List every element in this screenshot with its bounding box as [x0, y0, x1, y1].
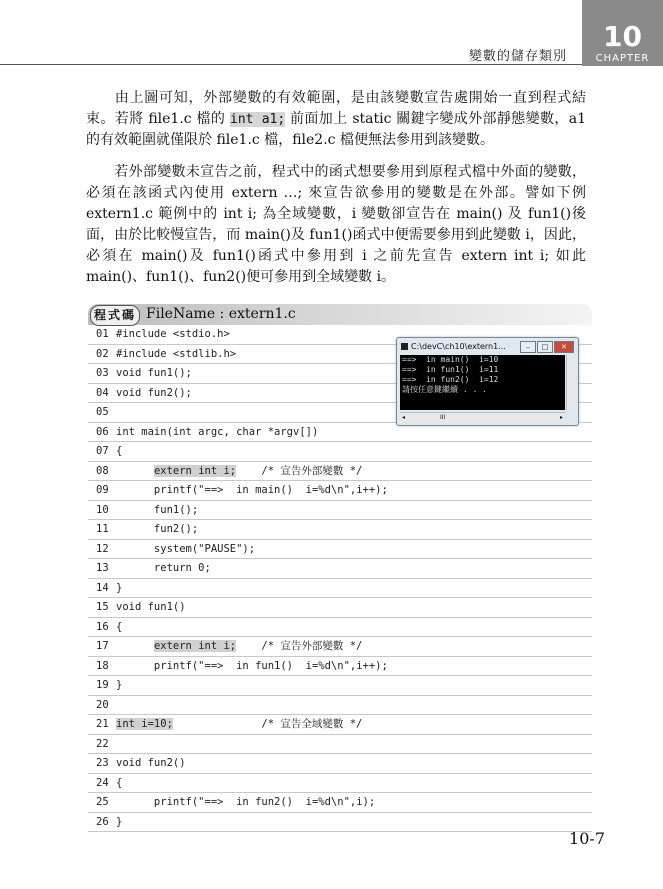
code-text [116, 501, 198, 520]
paragraph-scope-text-2: 前面加上 static 關鍵字變成外部靜態變數，a1 的有效範圍就僅限於 file1.c 檔，file2.c 檔便無法參用到該變數。 [86, 111, 586, 148]
code-line [88, 559, 592, 579]
code-segment: { [116, 776, 123, 789]
code-segment: void fun1() [116, 601, 186, 613]
code-line [88, 618, 592, 638]
line-number: 15 [96, 601, 109, 613]
code-text [116, 462, 362, 481]
code-segment: void fun2() [116, 757, 186, 769]
code-segment: int main(int argc, char *argv[]) [116, 425, 319, 438]
chapter-header-title: 變數的儲存類別 [468, 49, 567, 64]
code-line [88, 696, 592, 716]
line-number: 24 [96, 776, 109, 789]
code-line [88, 520, 592, 540]
line-number: 03 [96, 367, 109, 379]
code-text [116, 618, 122, 637]
code-text [116, 598, 186, 617]
code-segment: void fun1(); [116, 367, 192, 379]
paragraph-scope [86, 88, 586, 151]
console-line: ==> in fun1() i=11 [402, 365, 499, 374]
page-number: 10-7 [569, 829, 605, 848]
code-segment: } [116, 815, 123, 828]
chapter-badge [582, 0, 663, 66]
code-segment: #include <stdio.h> [116, 328, 230, 340]
code-filename: FileName : extern1.c [146, 306, 296, 322]
line-number: 04 [96, 386, 109, 399]
code-text [116, 754, 186, 773]
code-segment: fun1(); [116, 503, 199, 516]
code-line [88, 598, 592, 618]
code-line [88, 657, 592, 677]
line-number: 12 [96, 542, 109, 555]
code-text [116, 559, 211, 578]
code-comment: /* 宣告外部變數 */ [236, 640, 363, 652]
code-text [116, 657, 388, 676]
line-number: 19 [96, 679, 109, 691]
chapter-number: 10 [603, 20, 642, 53]
console-app-icon [401, 343, 408, 350]
code-line [88, 715, 592, 735]
console-horizontal-scrollbar[interactable] [400, 412, 565, 422]
code-line [88, 637, 592, 657]
scroll-left-icon[interactable]: ◂ [402, 414, 406, 421]
code-line [88, 462, 592, 482]
code-text [116, 325, 230, 344]
code-text [116, 715, 362, 734]
code-line [88, 442, 592, 462]
paragraph-extern-text: 若外部變數未宣告之前，程式中的函式想要參用到原程式檔中外面的變數，必須在該函式內使用 extern …; 來宣告欲參用的變數是在外部。譬如下例 extern1.c 範例中的 int i; 為全域變數，i 變數卻宣告在 main() 及 fun1()後面，由於比較慢宣告，而 main()及 fun1()函式中便需要參用到此變數 i，因此，必須在 main()及 fun1()函式中參用到 i 之前先宣告 extern int i; 如此 main()、fun1()、fun2()便可參用到全域變數 i。 [86, 164, 586, 285]
line-number: 21 [96, 718, 109, 730]
paragraph-extern [86, 162, 586, 288]
code-text [116, 345, 236, 364]
console-window [396, 337, 579, 426]
code-text [116, 579, 122, 598]
scroll-thumb[interactable]: III [440, 414, 446, 421]
code-line [88, 754, 592, 774]
line-number: 26 [96, 815, 109, 828]
console-line: 請按任意鍵繼續 . . . [402, 385, 487, 394]
code-comment: /* 宣告全域變數 */ [172, 718, 363, 730]
line-number: 08 [96, 464, 109, 477]
code-text [116, 540, 255, 559]
highlighted-code: extern int i; [153, 640, 237, 652]
paragraph-scope-text-1: 由上圖可知，外部變數的有效範圍，是由該變數宣告處開始一直到程式結束。若將 file1.c 檔的 [86, 90, 586, 127]
highlighted-code: extern int i; [153, 464, 237, 477]
line-number: 02 [96, 347, 109, 360]
line-number: 05 [96, 406, 109, 418]
code-segment: printf("==> in fun2() i=%d\n",i); [116, 796, 376, 808]
code-comment: /* 宣告外部變數 */ [236, 464, 363, 477]
chapter-label: CHAPTER [595, 53, 650, 64]
line-number: 14 [96, 581, 109, 594]
code-text [116, 520, 198, 539]
code-line [88, 540, 592, 560]
code-text [116, 813, 122, 832]
code-text [116, 442, 122, 461]
line-number: 25 [96, 796, 109, 808]
minimize-icon[interactable]: – [520, 341, 536, 353]
code-segment: { [116, 445, 123, 457]
line-number: 22 [96, 737, 109, 750]
close-icon[interactable]: ✕ [554, 341, 574, 353]
code-segment: } [116, 679, 123, 691]
line-number: 16 [96, 620, 109, 633]
code-line [88, 501, 592, 521]
line-number: 18 [96, 659, 109, 672]
code-line [88, 676, 592, 696]
line-number: 11 [96, 523, 109, 535]
code-segment: printf("==> in fun1() i=%d\n",i++); [116, 659, 388, 672]
line-number: 10 [96, 503, 109, 516]
line-number: 23 [96, 757, 109, 769]
line-number: 06 [96, 425, 109, 438]
code-segment: fun2(); [116, 523, 199, 535]
code-segment: system("PAUSE"); [116, 542, 256, 555]
code-segment: } [116, 581, 123, 594]
code-text [116, 676, 122, 695]
line-number: 13 [96, 562, 109, 574]
console-title-text: C:\devC\ch10\extern1... [411, 342, 506, 351]
console-line: ==> in fun2() i=12 [402, 375, 499, 384]
code-line [88, 481, 592, 501]
code-segment: #include <stdlib.h> [116, 347, 237, 360]
code-line [88, 813, 592, 833]
code-text [116, 481, 388, 500]
code-text [116, 364, 192, 383]
maximize-icon[interactable]: □ [537, 341, 553, 353]
line-number: 09 [96, 484, 109, 496]
code-tab-label: 程式碼 [90, 305, 140, 326]
code-text [116, 793, 375, 812]
code-text [116, 423, 318, 442]
code-segment [116, 640, 154, 652]
line-number: 20 [96, 698, 109, 711]
console-line: ==> in main() i=10 [402, 355, 499, 364]
code-segment: void fun2(); [116, 386, 192, 399]
code-segment: { [116, 620, 123, 633]
console-title [401, 341, 511, 353]
code-segment [116, 465, 154, 477]
highlighted-code: int i=10; [116, 718, 173, 730]
code-line [88, 735, 592, 755]
line-number: 01 [96, 328, 109, 340]
code-segment: return 0; [116, 562, 211, 574]
code-line [88, 774, 592, 794]
code-segment: printf("==> in main() i=%d\n",i++); [116, 484, 388, 496]
highlighted-code: int a1; [230, 112, 286, 127]
line-number: 07 [96, 445, 109, 457]
console-output [400, 355, 565, 410]
code-text [116, 774, 122, 793]
code-line [88, 793, 592, 813]
code-text [116, 637, 362, 656]
header-rule [0, 64, 583, 65]
code-text [116, 384, 192, 403]
console-vertical-scrollbar[interactable] [566, 355, 575, 410]
line-number: 17 [96, 640, 109, 652]
code-line [88, 579, 592, 599]
console-window-buttons [519, 341, 574, 352]
scroll-right-icon[interactable]: ▸ [559, 414, 563, 421]
